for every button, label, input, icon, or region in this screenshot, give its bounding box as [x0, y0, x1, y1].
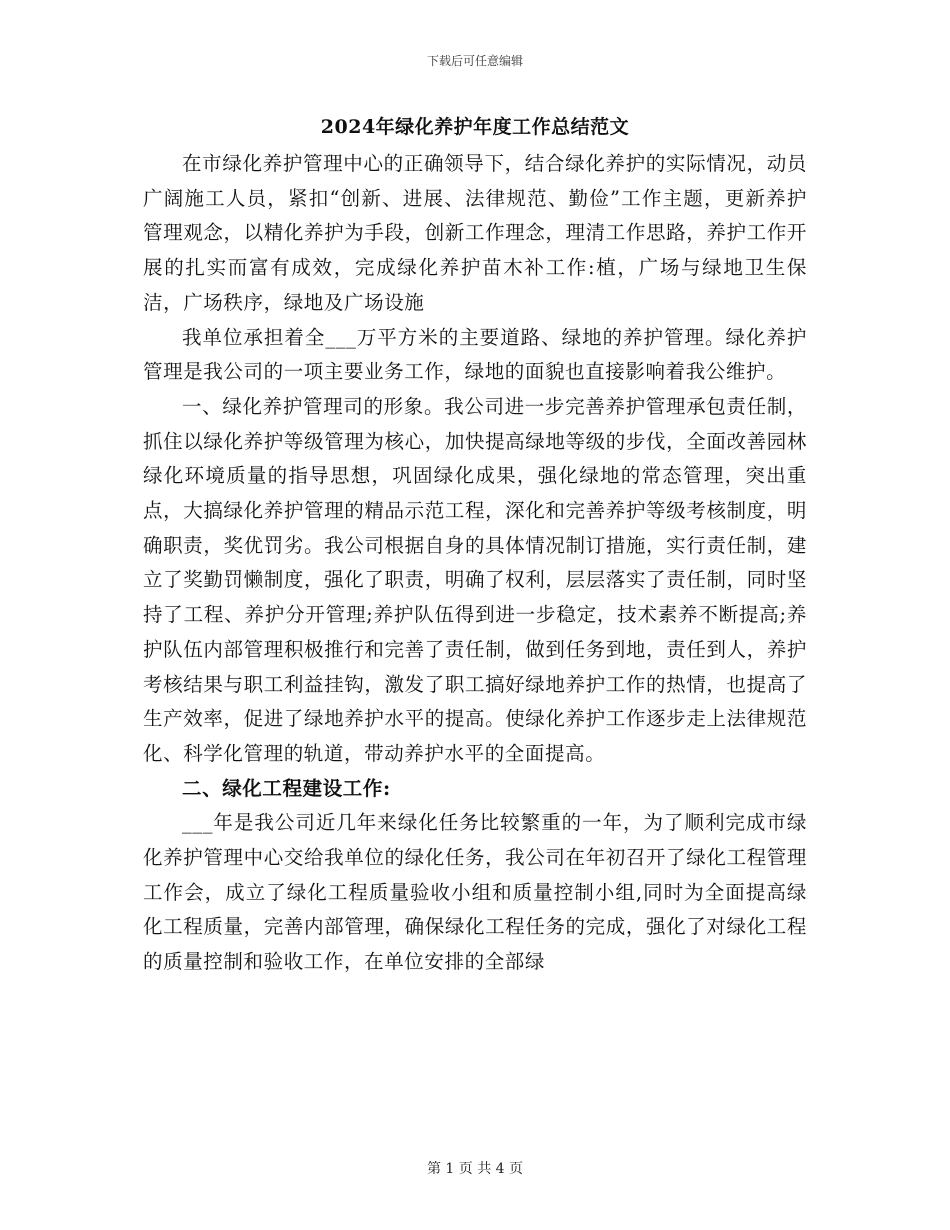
paragraph-section-one: 一、绿化养护管理司的形象。我公司进一步完善养护管理承包责任制，抓住以绿化养护等级管理为核心，加快提高绿地等级的步伐，全面改善园林绿化环境质量的指导思想，巩固绿化成果，强化绿地的常态管理，突出重点，大搞绿化养护管理的精品示范工程，深化和完善养护等级考核制度，明确职责，奖优罚劣。我公司根据自身的具体情况制订措施，实行责任制，建立了奖勤罚懒制度，强化了职责，明确了权利，层层落实了责任制，同时坚持了工程、养护分开管理;养护队伍得到进一步稳定，技术素养不断提高;养护队伍内部管理积极推行和完善了责任制，做到任务到地，责任到人，养护考核结果与职工利益挂钩，激发了职工搞好绿地养护工作的热情，也提高了生产效率，促进了绿地养护水平的提高。使绿化养护工作逐步走上法律规范化、科学化管理的轨道，带动养护水平的全面提高。 — [143, 394, 807, 765]
document-body — [143, 147, 807, 980]
header-note: 下载后可任意编辑 — [426, 54, 523, 68]
paragraph-scope: 我单位承担着全___万平方米的主要道路、绿地的养护管理。绿化养护管理是我公司的一项主要业务工作，绿地的面貌也直接影响着我公维护。 — [143, 325, 807, 384]
paragraph-section-two: ___年是我公司近几年来绿化任务比较繁重的一年，为了顺利完成市绿化养护管理中心交给我单位的绿化任务，我公司在年初召开了绿化工程管理工作会，成立了绿化工程质量验收小组和质量控制小组,同时为全面提高绿化工程质量，完善内部管理，确保绿化工程任务的完成，强化了对绿化工程的质量控制和验收工作，在单位安排的全部绿 — [143, 811, 807, 974]
section-heading: 二、绿化工程建设工作: — [182, 776, 391, 800]
document-title: 2024年绿化养护年度工作总结范文 — [320, 116, 630, 138]
paragraph-intro: 在市绿化养护管理中心的正确领导下，结合绿化养护的实际情况，动员广阔施工人员，紧扣“创新、进展、法律规范、勤俭”工作主题，更新养护管理观念，以精化养护为手段，创新工作理念，理清工作思路，养护工作开展的扎实而富有成效，完成绿化养护苗木补工作:植，广场与绿地卫生保洁，广场秩序，绿地及广场设施 — [143, 152, 807, 314]
page-number: 第 1 页 共 4 页 — [426, 1161, 524, 1177]
